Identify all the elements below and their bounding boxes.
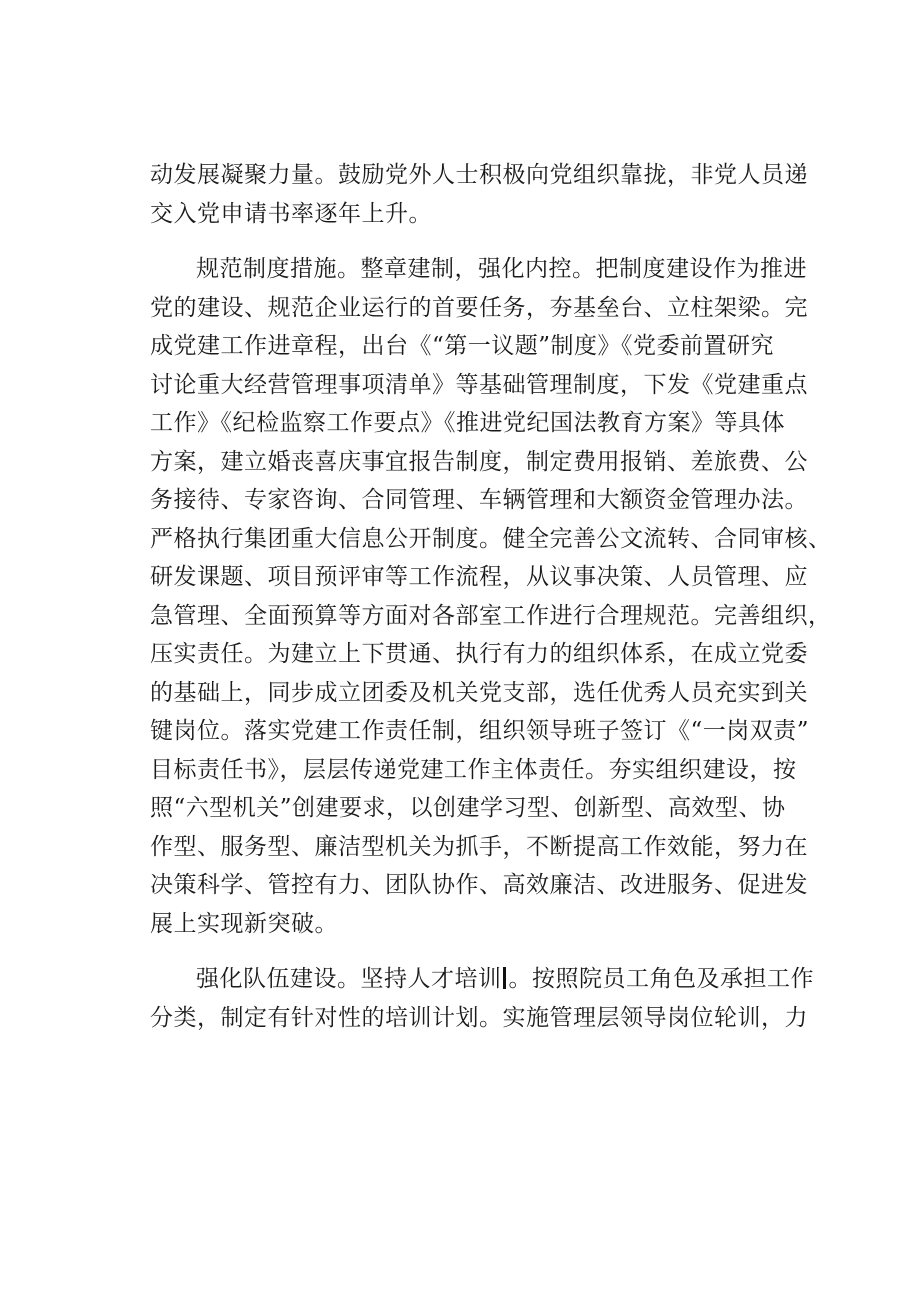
text-line: 讨论重大经营管理事项清单》等基础管理制度，下发《党建重点 bbox=[150, 371, 808, 398]
text-line: 成党建工作进章程，出台《“第一议题”制度》《党委前置研究 bbox=[150, 333, 775, 359]
text-line: 作型、服务型、廉洁型机关为抓手，不断提高工作效能，努力在 bbox=[150, 833, 808, 860]
text-line: 严格执行集团重大信息公开制度。健全完善公文流转、合同审核、 bbox=[150, 525, 832, 552]
text-segment: 强化队伍建设。坚持人才培训 bbox=[196, 966, 502, 992]
text-line: 分类，制定有针对性的培训计划。实施管理层领导岗位轮训，力 bbox=[150, 1004, 808, 1031]
paragraph-spacing bbox=[150, 233, 800, 250]
text-line: 的基础上，同步成立团委及机关党支部，选任优秀人员充实到关 bbox=[150, 679, 808, 706]
text-segment: 。按照院员工角色及承担工作 bbox=[508, 966, 814, 992]
paragraph-spacing bbox=[150, 943, 800, 960]
text-cursor-mark bbox=[503, 967, 506, 989]
text-line bbox=[150, 960, 814, 999]
text-line: 决策科学、管控有力、团队协作、高效廉洁、改进服务、促进发 bbox=[150, 872, 808, 898]
text-line: 研发课题、项目预评审等工作流程，从议事决策、人员管理、应 bbox=[150, 564, 808, 590]
text-line: 交入党申请书率逐年上升。 bbox=[150, 200, 432, 227]
text-line: 急管理、全面预算等方面对各部室工作进行合理规范。完善组织， bbox=[150, 602, 832, 629]
document-body bbox=[150, 156, 832, 1037]
text-line: 党的建设、规范企业运行的首要任务，夯基垒台、立柱架梁。完 bbox=[150, 294, 808, 321]
text-line: 务接待、专家咨询、合同管理、车辆管理和大额资金管理办法。 bbox=[150, 487, 808, 513]
text-line: 目标责任书》，层层传递党建工作主体责任。夯实组织建设，按 bbox=[150, 756, 797, 783]
text-line: 压实责任。为建立上下贯通、执行有力的组织体系，在成立党委 bbox=[150, 641, 808, 667]
text-line: 动发展凝聚力量。鼓励党外人士积极向党组织靠拢，非党人员递 bbox=[150, 162, 808, 188]
paragraph-1 bbox=[150, 156, 808, 233]
text-line: 工作》《纪检监察工作要点》《推进党纪国法教育方案》等具体 bbox=[150, 410, 785, 436]
text-line: 方案，建立婚丧喜庆事宜报告制度，制定费用报销、差旅费、公 bbox=[150, 448, 808, 475]
paragraph-2 bbox=[150, 250, 832, 943]
paragraph-3 bbox=[150, 960, 814, 1037]
text-line: 照“六型机关”创建要求，以创建学习型、创新型、高效型、协 bbox=[150, 795, 786, 821]
text-line: 规范制度措施。整章建制，强化内控。把制度建设作为推进 bbox=[196, 256, 807, 282]
text-line: 展上实现新突破。 bbox=[150, 910, 338, 937]
text-line: 键岗位。落实党建工作责任制，组织领导班子签订《“一岗双责” bbox=[150, 718, 810, 744]
